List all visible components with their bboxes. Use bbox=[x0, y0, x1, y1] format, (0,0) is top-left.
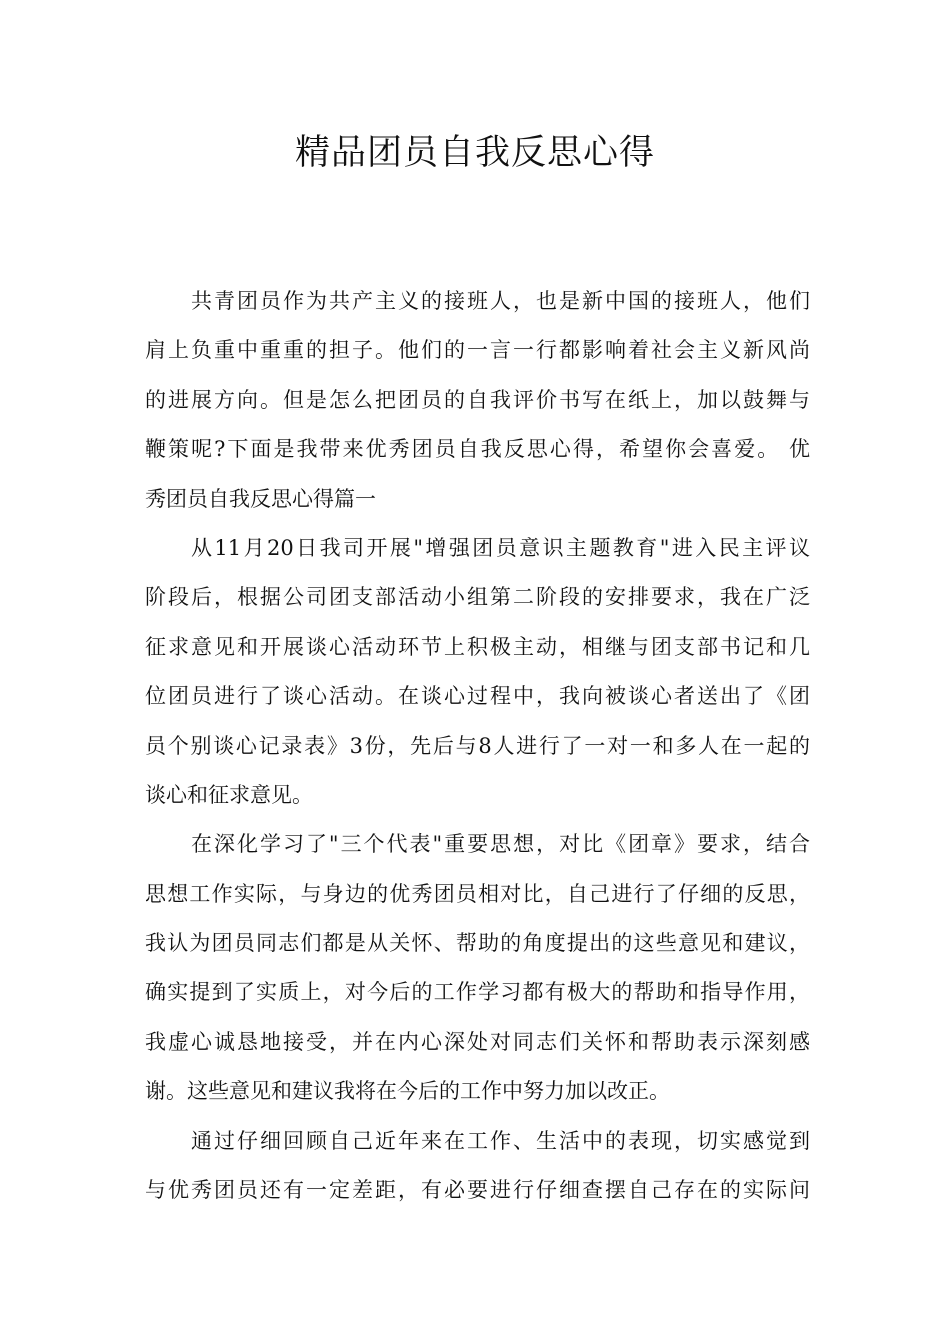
text-line: 共青团员作为共产主义的接班人，也是新中国的接班人，他们 bbox=[191, 289, 810, 313]
text-line: 确实提到了实质上，对今后的工作学习都有极大的帮助和指导作用， bbox=[145, 980, 810, 1005]
text-line: 谈心和征求意见。 bbox=[145, 782, 313, 807]
text-line: 谢。这些意见和建议我将在今后的工作中努力加以改正。 bbox=[145, 1079, 670, 1104]
text-line: 征求意见和开展谈心活动环节上积极主动，相继与团支部书记和几 bbox=[145, 634, 810, 659]
text-line: 员个别谈心记录表》3份，先后与8人进行了一对一和多人在一起的 bbox=[145, 733, 810, 758]
text-line: 位团员进行了谈心活动。在谈心过程中，我向被谈心者送出了《团 bbox=[145, 684, 810, 709]
text-line: 我认为团员同志们都是从关怀、帮助的角度提出的这些意见和建议， bbox=[145, 931, 810, 956]
text-line: 从11月20日我司开展"增强团员意识主题教育"进入民主评议 bbox=[191, 535, 810, 560]
text-line: 与优秀团员还有一定差距，有必要进行仔细查摆自己存在的实际问 bbox=[145, 1178, 810, 1203]
text-line: 在深化学习了"三个代表"重要思想，对比《团章》要求，结合 bbox=[191, 832, 810, 857]
text-line: 我虚心诚恳地接受，并在内心深处对同志们关怀和帮助表示深刻感 bbox=[145, 1029, 810, 1054]
text-line: 的进展方向。但是怎么把团员的自我评价书写在纸上，加以鼓舞与 bbox=[145, 387, 810, 412]
text-line: 通过仔细回顾自己近年来在工作、生活中的表现，切实感觉到 bbox=[191, 1128, 810, 1153]
text-line: 阶段后，根据公司团支部活动小组第二阶段的安排要求，我在广泛 bbox=[145, 585, 810, 610]
text-line: 鞭策呢?下面是我带来优秀团员自我反思心得，希望你会喜爱。 优 bbox=[145, 437, 810, 462]
document-body bbox=[145, 277, 810, 1215]
document-title: 精品团员自我反思心得 bbox=[294, 133, 655, 173]
text-line: 思想工作实际，与身边的优秀团员相对比，自己进行了仔细的反思， bbox=[145, 881, 810, 906]
text-line: 秀团员自我反思心得篇一 bbox=[145, 486, 376, 511]
text-line: 肩上负重中重重的担子。他们的一言一行都影响着社会主义新风尚 bbox=[145, 338, 810, 363]
